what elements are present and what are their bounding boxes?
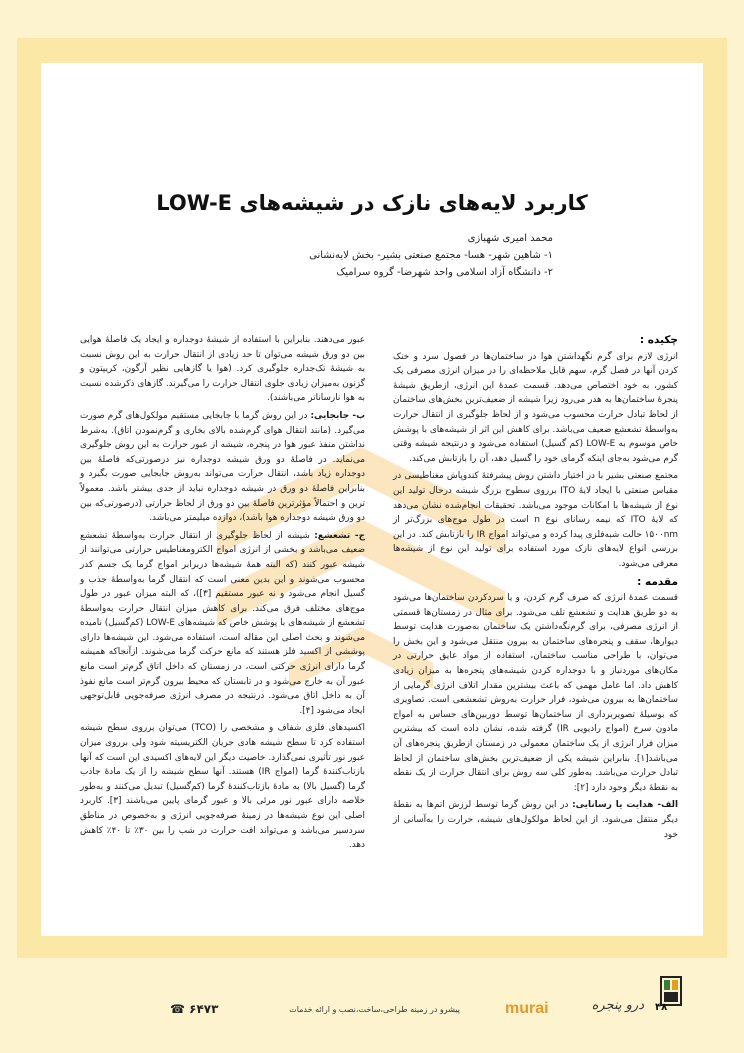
authors-block bbox=[193, 230, 553, 281]
footer-tagline: پیشرو در زمینه طراحی،ساخت،نصب و ارائه خدمات bbox=[289, 1005, 460, 1014]
abstract-paragraph-2: مجتمع صنعتی بشیر با در اختیار داشتن روش پیشرفتهٔ کندوپاش مغناطیسی در مقیاس صنعتی با ایجاد لایهٔ ITO برروی سطوح بزرگ شیشه درحال تولید این نوع از شیشه‌ها با امکانات موجود می‌باشد. تحقیقات انجام‌شده نشان می‌دهد که لایهٔ ITO که نیمه رسانای نوع n است در طول موج‌های بزرگ‌تر از ۱۵۰۰nm حالت شبه‌فلزی پیدا کرده و می‌تواند امواج IR را بازتابش کند. در این بررسی انواع لایه‌های نازک مورد استفاده برای تولید این نوع از شیشه‌ها معرفی می‌شود. bbox=[393, 471, 678, 569]
radiation-paragraph bbox=[80, 529, 365, 719]
author-affiliation-2: ۲- دانشگاه آزاد اسلامی واحد شهرضا- گروه سرامیک bbox=[336, 267, 553, 278]
radiation-label: ج- تشعشع: bbox=[314, 530, 365, 541]
abstract-heading: چکیده : bbox=[639, 334, 678, 346]
radiation-text: شیشه از لحاظ جلوگیری از انتقال حرارت به‌واسطهٔ تشعشع ضعیف می‌باشد و بخشی از انرژی امواج الکترومغناطیس حرارتی می‌توانند از شیشه عبور کنند (که البته همهٔ شیشه‌ها دربرابر امواج گرما یک جسم کدر محسوب می‌شوند و این بدین معنی است که انتقال گرما به‌واسطهٔ جذب و گسیل انجام می‌شود و نه عبور مستقیم [۳])، که البته میزان عبور در طول موج‌های مختلف فرق می‌کند. برای کاهش میزان انتقال حرارت به‌واسطهٔ تشعشع از شیشه‌های با پوشش خاص که شیشه‌های LOW-E (کم‌گسیل) نامیده می‌شوند و بحث اصلی این مقاله است، استفاده می‌شود. این شیشه‌ها دارای پوششی از اکسید فلز هستند که مانع حرکت گرما می‌شوند. ازآنجاکه همیشه گرما دارای انرژی حرکتی است، در زمستان که داخل اتاق گرم‌تر است مانع عبور آن به خارج می‌شود و در تابستان که محیط بیرون گرم‌تر است مانع نفوذ آن به داخل اتاق می‌شود. درنتیجه در مصرف انرژی صرفه‌جویی قابل‌توجهی ایجاد می‌شود [۴]. bbox=[80, 530, 365, 716]
conduction-text: در این روش گرما توسط لرزش اتم‌ها به نقطهٔ دیگر منتقل می‌شود. از این لحاظ مولکول‌های شیشه، حرارت را به‌آسانی از خود bbox=[393, 800, 678, 840]
intro-heading: مقدمه : bbox=[637, 575, 678, 588]
intro-paragraph-1: قسمت عمدهٔ انرژی که صرف گرم کردن، و یا سردکردن ساختمان‌ها می‌شود به دو طریق هدایت و تشعشع تلف می‌شود. برای مثال در زمستان‌ها قسمتی از انرژی مصرفی، برای گرم‌نگه‌داشتن یک ساختمان به‌صورت هدایت توسط دیوارها، سقف و پنجره‌های ساختمان به بیرون منتقل می‌شود و این بخش را می‌توان، با طراحی مناسب ساختمان، استفاده از مواد عایق حرارتی در مکان‌های موردنیاز و با دوجداره کردن شیشه‌های پنجره‌ها به میزان زیادی کاهش داد. اما عامل مهمی که باعث بیشترین مقدار اتلاف انرژی گرمایی از ساختمان‌ها به بیرون می‌شود، فرار حرارت به‌روش تشعشعی است. تصاویری که بوسیلهٔ تصویربرداری از ساختمان‌ها توسط دوربین‌های حساس به امواج مادون سرخ (امواج رادیویی IR) گرفته شده، نشان داده است که بیشترین میزان فرار انرژی از یک ساختمان معمولی در زمستان ازطریق پنجره‌های آن می‌باشد[۱]. بنابراین شیشه یکی از ضعیف‌ترین بخش‌های ساختمان از لحاظ تبادل حرارت می‌باشد. به‌طور کلی سه روش برای انتقال حرارت از یک نقطه به نقطهٔ دیگر وجود دارد [۲]: bbox=[393, 593, 678, 793]
tco-paragraph: اکسیدهای فلزی شفاف و مشخصی را (TCO) می‌توان برروی سطح شیشه استفاده کرد تا سطح شیشه هادی جریان الکتریسیته شود ولی برروی میزان عبور نور تأثیری نمی‌گذارد. خاصیت دیگر این لایه‌های اکسیدی این است که آنها بازتاب‌کنندهٔ گرما (امواج IR) هستند. آنها سطح شیشه را از یک مادهٔ جاذب گرما (گسیل بالا) به مادهٔ بازتاب‌کنندهٔ گرما (کم‌گسیل) تبدیل می‌کنند و به‌طور خلاصه دارای عبور نور مرئی بالا و عبور گرمای پایین می‌باشند [۳]. کاربرد اصلی این نوع شیشه‌ها در زمینهٔ صرفه‌جویی انرژی و به‌خصوص در مناطق سردسیر می‌باشد و می‌تواند افت حرارت در شب را بین ۳۰٪ تا ۴۰٪ کاهش دهد. bbox=[80, 723, 365, 851]
convection-paragraph bbox=[80, 409, 365, 526]
left-column bbox=[80, 333, 365, 856]
footer-phone: ☎ ۶۴۷۳ bbox=[170, 1002, 219, 1016]
article-page bbox=[41, 63, 703, 936]
page-number: ۴۸ bbox=[655, 1002, 668, 1013]
murai-logo bbox=[505, 1000, 549, 1018]
murai-logo-text: murai bbox=[505, 1000, 549, 1017]
abstract-paragraph-1: انرژی لازم برای گرم نگهداشتن هوا در ساختمان‌ها در فصول سرد و خنک کردن آنها در فصل گرم، سهم قابل ملاحظه‌ای را در میزان انرژی مصرفی یک کشور، به خود اختصاص می‌دهد. قسمت عمدهٔ این انرژی، ازطریق شیشهٔ پنجرهٔ ساختمان‌ها به هدر می‌رود زیرا شیشه از ضعیف‌ترین بخش‌های ساختمان از لحاظ تبادل حرارت محسوب می‌شود و از لحاظ جلوگیری از انتقال حرارت به‌واسطهٔ تشعشع ضعیف می‌باشد. برای کاهش این اثر از شیشه‌های با پوشش خاص موسوم به LOW-E (کم گسیل) استفاده می‌شود و درنتیجه شیشه وقتی گرم می‌شود به‌جای اینکه گرمای خود را گسیل دهد، آن را بازتابش می‌کند. bbox=[393, 351, 679, 464]
left-paragraph-1: عبور می‌دهند. بنابراین با استفاده از شیشهٔ دوجداره و ایجاد یک فاصلهٔ هوایی بین دو ورق شیشه می‌توان تا حد زیادی از انتقال حرارت به این روش نسبت به شیشهٔ تک‌جداره جلوگیری کرد. (هوا یا گازهایی نظیر آرگون، کریپتون و گزنون به‌میزان زیادی جلوی انتقال حرارت را می‌گیرند. گازهای ذکرشده نسبت به هوا نارساناتر می‌باشند). bbox=[80, 335, 365, 404]
article-title: کاربرد لایه‌های نازک در شیشه‌های LOW-E bbox=[156, 191, 588, 215]
page-footer bbox=[0, 960, 744, 1053]
intro-paragraph-2 bbox=[393, 798, 678, 842]
right-column bbox=[393, 333, 678, 845]
magazine-name: درو پنجره bbox=[591, 998, 644, 1013]
convection-label: ب- جابجایی: bbox=[310, 410, 365, 421]
author-affiliation-1: ۱- شاهین شهر- هسا- مجتمع صنعتی بشیر- بخش لایه‌نشانی bbox=[309, 250, 553, 261]
author-name: محمد امیری شهبازی bbox=[467, 233, 553, 244]
convection-text: در این روش گرما با جابجایی مستقیم مولکول‌های گرم صورت می‌گیرد. (مانند انتقال هوای گرم‌شده بالای بخاری و گرم‌نمودن اتاق). به‌شرط نداشتن منفذ عبور هوا در پنجره، شیشه از عبور حرارت به این روش جلوگیری می‌نماید. در فاصلهٔ دو ورق شیشه دوجداره نیز درصورتی‌که فاصلهٔ بین دوجداره زیاد باشد، انتقال حرارت می‌تواند به‌روش جابجایی صورت بگیرد و بنابراین فاصلهٔ دو ورق در شیشه دوجداره نباید از حدی بیشتر باشد. معمولاً ترین و احتمالاً مؤثرترین فاصلهٔ بین دو ورق از لحاظ حرارتی (درصورتی‌که بین دو ورق شیشه دوجداره هوا باشد)، دوازده میلیمتر می‌باشد. bbox=[80, 410, 365, 524]
conduction-label: الف- هدایت یا رسانایی: bbox=[572, 800, 679, 811]
